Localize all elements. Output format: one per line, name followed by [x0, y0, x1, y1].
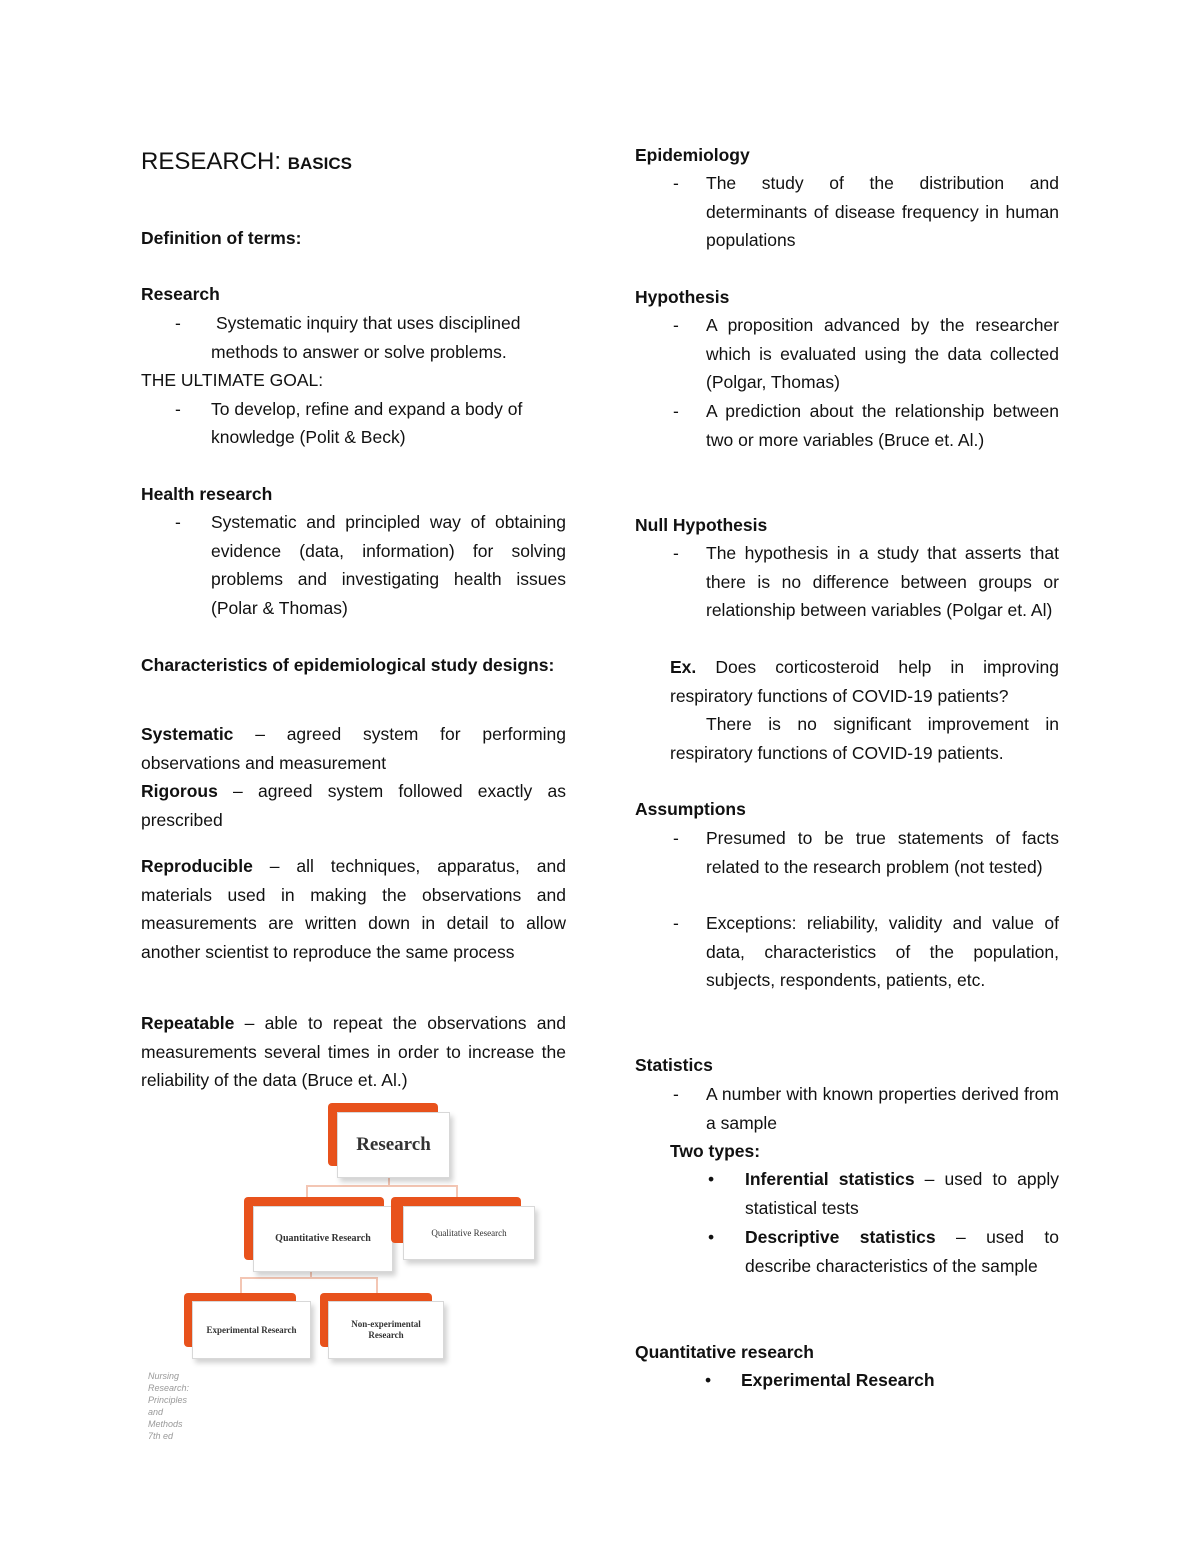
- health-research-heading: Health research: [141, 484, 273, 504]
- inferential-term: Inferential statistics: [745, 1169, 915, 1189]
- statistics-def: A number with known properties derived from a sample: [706, 1084, 1059, 1133]
- inferential-def: – used to apply statistical tests: [745, 1169, 1059, 1218]
- diagram-node-label: Qualitative Research: [431, 1228, 507, 1238]
- assumptions-def-1: Presumed to be true statements of facts related to the research problem (not tested): [706, 828, 1059, 877]
- quantitative-heading: Quantitative research: [635, 1342, 814, 1362]
- dash-marker: -: [673, 401, 679, 421]
- null-hypothesis-heading: Null Hypothesis: [635, 515, 768, 535]
- dash-marker: -: [175, 313, 181, 333]
- reproducible-def: – all techniques, apparatus, and materials used in making the observations and measurements are written down in detail to allow another scientist to reproduce the same process: [141, 856, 566, 962]
- example-answer: There is no significant improvement in respiratory functions of COVID-19 patients.: [670, 714, 1059, 763]
- diagram-node-research: [337, 1112, 450, 1178]
- dash-marker: -: [175, 512, 181, 532]
- diagram-node-label: Quantitative Research: [275, 1233, 371, 1244]
- title-small: BASICS: [287, 154, 352, 173]
- descriptive-term: Descriptive statistics: [745, 1227, 936, 1247]
- bullet-marker: •: [708, 1169, 715, 1189]
- systematic-item: [141, 720, 566, 777]
- dash-marker: -: [673, 913, 679, 933]
- repeatable-item: [141, 1009, 566, 1095]
- diagram-node-qualitative: [403, 1206, 535, 1260]
- page-title: [141, 146, 352, 180]
- descriptive-item: [745, 1223, 1059, 1280]
- dash-marker: -: [673, 1084, 679, 1104]
- dash-marker: -: [673, 543, 679, 563]
- null-hypothesis-def: The hypothesis in a study that asserts that there is no difference between groups or relationship between variables (Polgar et. Al): [706, 543, 1059, 620]
- assumptions-def-2: Exceptions: reliability, validity and value of data, characteristics of the population, subjects, respondents, patients, etc.: [706, 913, 1059, 990]
- hypothesis-heading: Hypothesis: [635, 287, 730, 307]
- bullet-marker: •: [705, 1370, 712, 1390]
- goal-line1: To develop, refine and expand a body of: [211, 399, 523, 419]
- dash-marker: -: [673, 173, 679, 193]
- health-research-def: Systematic and principled way of obtaining evidence (data, information) for solving problems and investigating health issues (Polar & Thomas): [211, 512, 566, 618]
- statistics-heading: Statistics: [635, 1055, 713, 1075]
- characteristics-heading: Characteristics of epidemiological study designs:: [141, 655, 555, 675]
- diagram-node-label: Non-experimental Research: [351, 1319, 421, 1340]
- hypothesis-def-1: A proposition advanced by the researcher which is evaluated using the data collected (Polgar, Thomas): [706, 315, 1059, 392]
- research-def-line2: methods to answer or solve problems.: [211, 342, 507, 362]
- rigorous-item: [141, 777, 566, 834]
- epidemiology-heading: Epidemiology: [635, 145, 750, 165]
- epidemiology-def: The study of the distribution and determinants of disease frequency in human populations: [706, 173, 1059, 250]
- bullet-marker: •: [708, 1227, 715, 1247]
- ultimate-goal-heading: THE ULTIMATE GOAL:: [141, 370, 324, 390]
- research-def-line1: Systematic inquiry that uses disciplined: [216, 313, 521, 333]
- dash-marker: -: [673, 315, 679, 335]
- example-question: [670, 653, 1059, 710]
- definition-heading: Definition of terms:: [141, 228, 302, 248]
- example-label: Ex.: [670, 657, 697, 677]
- diagram-node-label: Experimental Research: [206, 1325, 297, 1335]
- assumptions-heading: Assumptions: [635, 799, 746, 819]
- diagram-node-quantitative: [253, 1206, 393, 1272]
- repeatable-def: – able to repeat the observations and measurements several times in order to increase the reliability of the data (Bruce et. Al.): [141, 1013, 566, 1090]
- goal-line2: knowledge (Polit & Beck): [211, 427, 406, 447]
- systematic-term: Systematic: [141, 724, 234, 744]
- inferential-item: [745, 1165, 1059, 1222]
- dash-marker: -: [175, 399, 181, 419]
- descriptive-def: – used to describe characteristics of the sample: [745, 1227, 1059, 1276]
- experimental-item: Experimental Research: [741, 1370, 935, 1390]
- diagram-caption: Nursing Research: Principles and Methods 7th ed: [148, 1371, 190, 1441]
- hypothesis-def-2: A prediction about the relationship between two or more variables (Bruce et. Al.): [706, 401, 1059, 450]
- rigorous-term: Rigorous: [141, 781, 218, 801]
- repeatable-term: Repeatable: [141, 1013, 235, 1033]
- example-text: Does corticosteroid help in improving respiratory functions of COVID-19 patients?: [670, 657, 1059, 706]
- research-heading: Research: [141, 284, 220, 304]
- two-types-label: Two types:: [670, 1141, 761, 1161]
- systematic-def: – agreed system for performing observations and measurement: [141, 724, 566, 773]
- title-main: RESEARCH:: [141, 148, 282, 175]
- diagram-node-experimental: [192, 1301, 311, 1359]
- dash-marker: -: [673, 828, 679, 848]
- diagram-node-non-experimental: [328, 1301, 444, 1359]
- reproducible-term: Reproducible: [141, 856, 253, 876]
- rigorous-def: – agreed system followed exactly as prescribed: [141, 781, 566, 830]
- diagram-node-label: Research: [356, 1134, 431, 1155]
- reproducible-item: [141, 852, 566, 966]
